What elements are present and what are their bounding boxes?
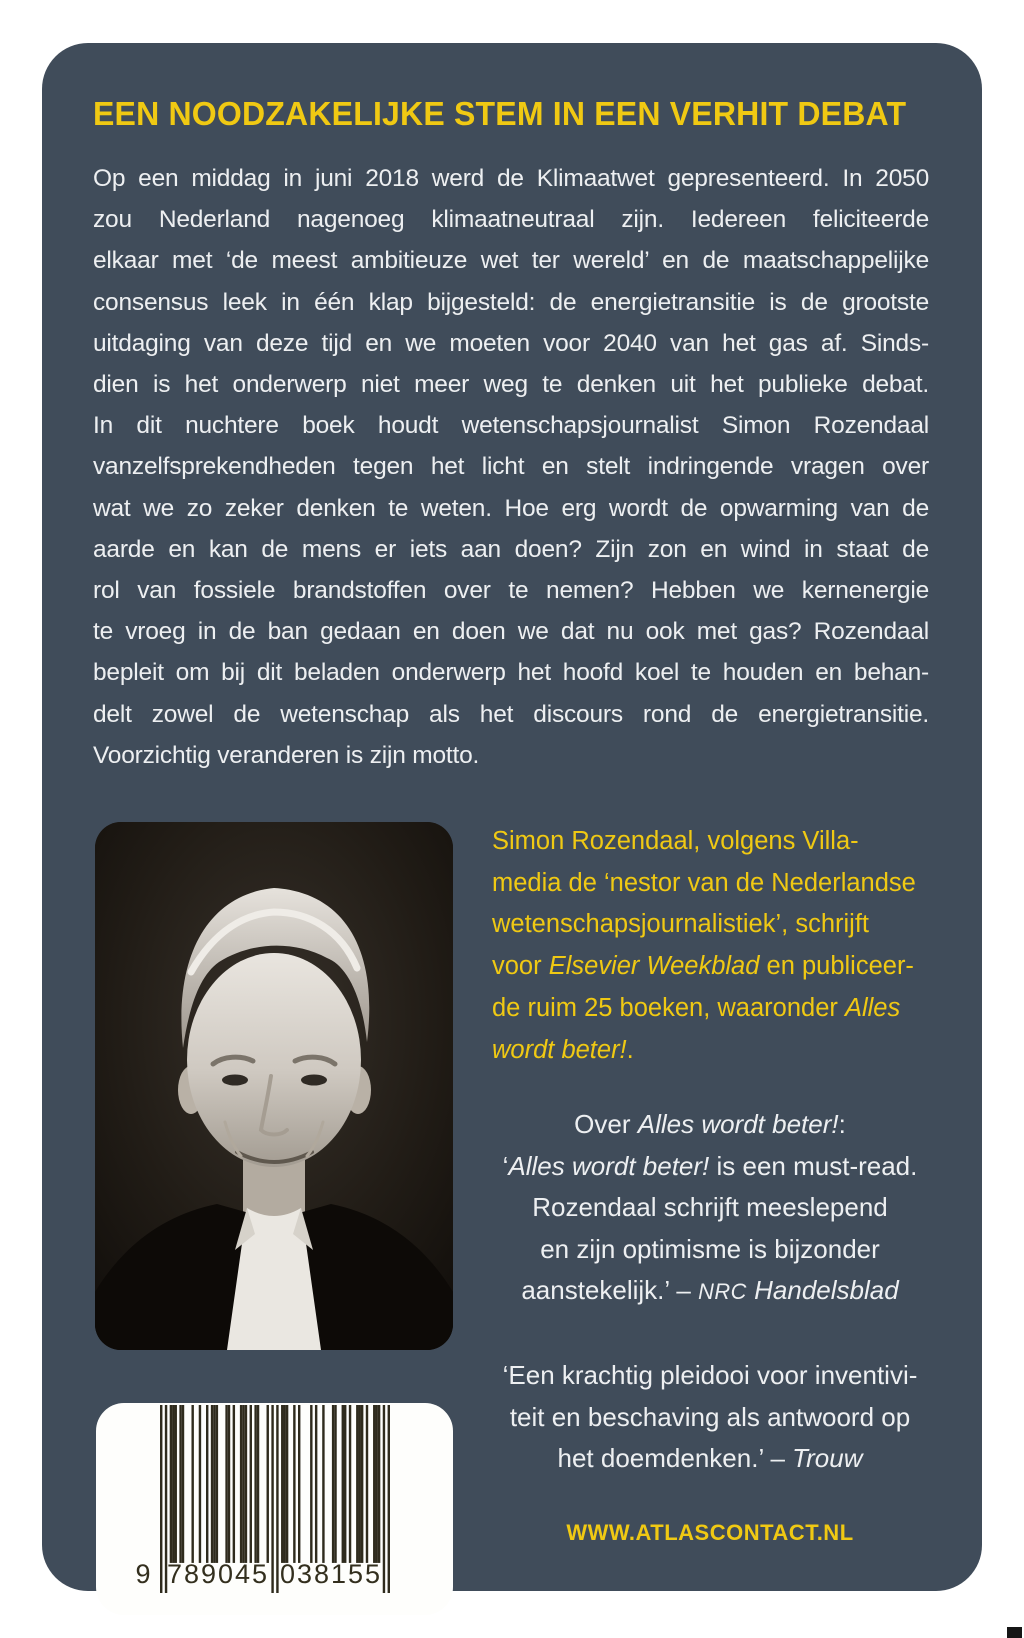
blurb-line: wat we zo zeker denken te weten. Hoe erg wordt de opwarming van de	[93, 494, 929, 522]
blurb-line: consensus leek in één klap bijgesteld: de energietransitie is de grootste	[93, 288, 929, 316]
bio-line: voor Elsevier Weekblad en publiceer-	[492, 952, 914, 981]
quote-line: en zijn optimisme is bijzonder	[540, 1233, 880, 1264]
bio-line: wordt beter!.	[492, 1035, 634, 1064]
quote-line: Over Alles wordt beter!:	[574, 1109, 846, 1139]
barcode-digit-group: 789045	[166, 1559, 270, 1589]
barcode-digit-group: 9	[135, 1559, 153, 1589]
blurb-line: bepleit om bij dit beladen onderwerp het hoofd koel te houden en behan-	[93, 659, 929, 687]
blurb-line: zou Nederland nagenoeg klimaatneutraal zijn. Iedereen feliciteerde	[93, 206, 929, 234]
publisher-website: WWW.ATLASCONTACT.NL	[566, 1520, 854, 1545]
review-quote-trouw	[454, 1355, 966, 1480]
bio-line: de ruim 25 boeken, waaronder Alles	[492, 993, 901, 1022]
print-registration-mark	[1007, 1627, 1022, 1638]
blurb-line: dien is het onderwerp niet meer weg te denken uit het publieke debat.	[93, 371, 929, 399]
blurb-line: delt zowel de wetenschap als het discours rond de energietransitie.	[93, 700, 929, 728]
blurb-line: uitdaging van deze tijd en we moeten voor 2040 van het gas af. Sinds-	[93, 329, 929, 357]
barcode-digit-group: 038155	[279, 1559, 383, 1589]
quote-line: aanstekelijk.’ – NRC Handelsblad	[521, 1275, 899, 1306]
blurb-line: aarde en kan de mens er iets aan doen? Zijn zon en wind in staat de	[93, 535, 929, 563]
review-quote-nrc	[454, 1104, 966, 1313]
isbn-barcode	[96, 1403, 453, 1615]
author-photo	[95, 822, 453, 1350]
blurb-line: vanzelfsprekendheden tegen het licht en stelt indringende vragen over	[93, 453, 929, 481]
bio-line: media de ‘nestor van de Nederlandse	[492, 868, 916, 897]
quote-line: Rozendaal schrijft meeslepend	[532, 1192, 888, 1223]
blurb-line: Op een middag in juni 2018 werd de Klimaatwet gepresenteerd. In 2050	[93, 165, 929, 192]
quote-line: ‘Een krachtig pleidooi voor inventivi-	[502, 1360, 918, 1390]
bio-line: Simon Rozendaal, volgens Villa-	[492, 827, 859, 855]
blurb-line: elkaar met ‘de meest ambitieuze wet ter wereld’ en de maatschappelijke	[93, 247, 929, 275]
quote-line: het doemdenken.’ – Trouw	[557, 1443, 863, 1474]
blurb-line: rol van fossiele brandstoffen over te nemen? Hebben we kernenergie	[93, 577, 929, 605]
author-portrait-illustration	[95, 822, 453, 1350]
blurb-line: In dit nuchtere boek houdt wetenschapsjournalist Simon Rozendaal	[93, 412, 929, 440]
blurb-line: Voorzichtig veranderen is zijn motto.	[93, 741, 480, 769]
cover-headline: EEN NOODZAKELIJKE STEM IN EEN VERHIT DEBAT	[93, 95, 907, 132]
bio-line: wetenschapsjournalistiek’, schrijft	[492, 910, 869, 939]
blurb-line: te vroeg in de ban gedaan en doen we dat nu ook met gas? Rozendaal	[93, 618, 929, 646]
quote-line: teit en beschaving als antwoord op	[509, 1401, 911, 1432]
author-bio	[492, 821, 932, 1071]
quote-line: ‘Alles wordt beter! is een must-read.	[502, 1150, 918, 1181]
book-back-cover	[42, 43, 982, 1591]
blurb-text	[93, 158, 929, 776]
